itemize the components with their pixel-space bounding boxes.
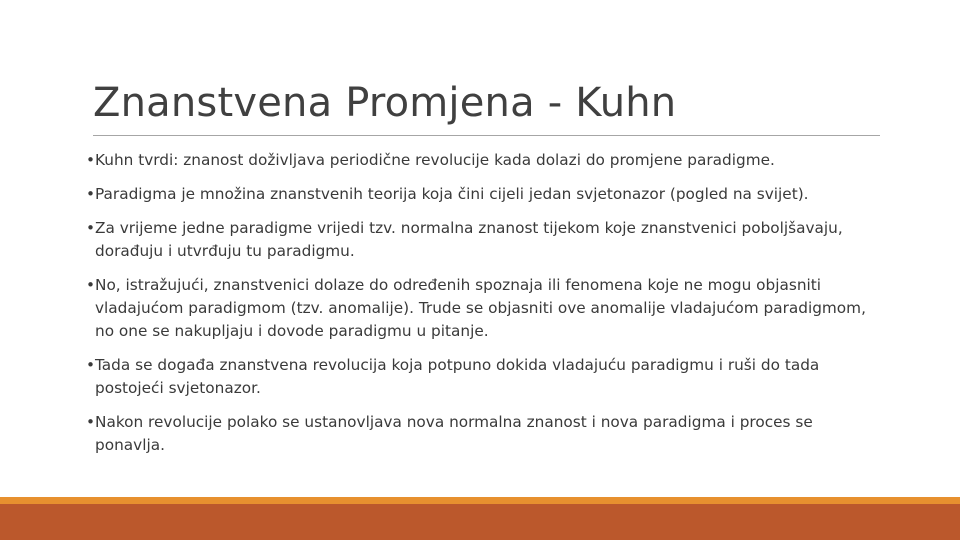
bullet-item [86, 183, 876, 206]
bullet-text: Paradigma je množina znanstvenih teorija koja čini cijeli jedan svjetonazor (pogled na svijet). [95, 185, 809, 203]
bullet-list [86, 149, 876, 468]
bullet-text: Nakon revolucije polako se ustanovljava nova normalna znanost i nova paradigma i proces se ponavlja. [95, 413, 813, 454]
bullet-item [86, 217, 876, 263]
bullet-dot-icon: • [86, 185, 96, 203]
footer-accent-stripe [0, 497, 960, 504]
bullet-item [86, 411, 876, 457]
bullet-dot-icon: • [86, 276, 96, 294]
bullet-text: No, istražujući, znanstvenici dolaze do određenih spoznaja ili fenomena koje ne mogu objasniti vladajućom paradigmom (tzv. anomalije). Trude se objasniti ove anomalije vladajućom paradigmom, no one se nakupljaju i dovode paradigmu u pitanje. [95, 276, 866, 340]
bullet-text: Za vrijeme jedne paradigme vrijedi tzv. normalna znanost tijekom koje znanstvenici poboljšavaju, dorađuju i utvrđuju tu paradigmu. [95, 219, 843, 260]
bullet-item [86, 274, 876, 343]
bullet-dot-icon: • [86, 413, 96, 431]
title-divider [93, 135, 880, 136]
bullet-item [86, 354, 876, 400]
bullet-text: Kuhn tvrdi: znanost doživljava periodične revolucije kada dolazi do promjene paradigme. [95, 151, 775, 169]
bullet-dot-icon: • [86, 219, 96, 237]
bullet-dot-icon: • [86, 356, 96, 374]
slide-title: Znanstvena Promjena - Kuhn [93, 80, 677, 126]
bullet-item [86, 149, 876, 172]
bullet-dot-icon: • [86, 151, 96, 169]
bullet-text: Tada se događa znanstvena revolucija koja potpuno dokida vladajuću paradigmu i ruši do tada postojeći svjetonazor. [95, 356, 820, 397]
